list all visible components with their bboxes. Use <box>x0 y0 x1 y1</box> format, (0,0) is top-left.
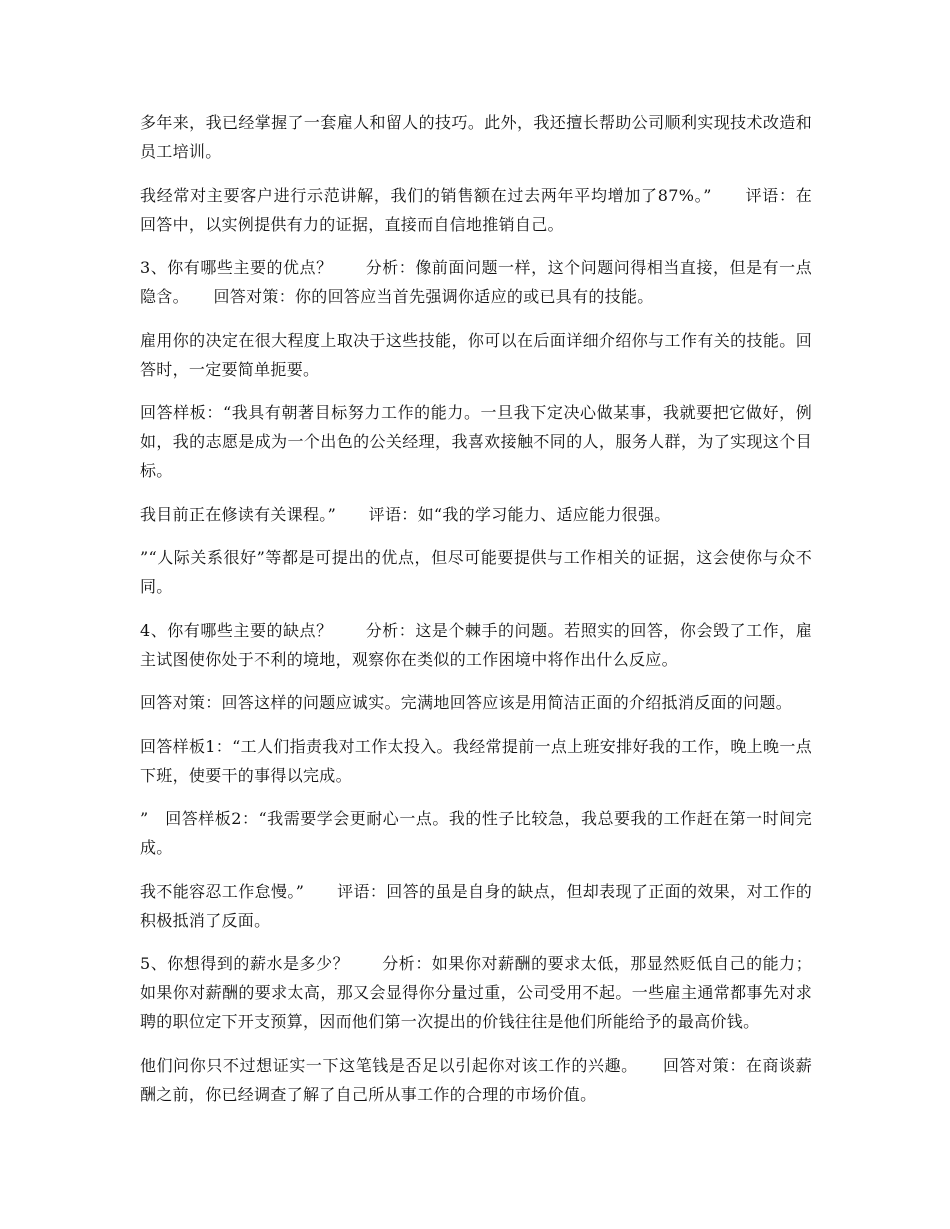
paragraph: 我不能容忍工作怠慢。” 评语：回答的虽是自身的缺点，但却表现了正面的效果，对工作的积极抵消了反面。 <box>140 881 812 930</box>
paragraph: 回答样板1：“工人们指责我对工作太投入。我经常提前一点上班安排好我的工作，晚上晚一点下班，使要干的事得以完成。 <box>140 736 812 785</box>
paragraph: 多年来，我已经掌握了一套雇人和留人的技巧。此外，我还擅长帮助公司顺利实现技术改造和员工培训。 <box>140 113 812 161</box>
paragraph: 4、你有哪些主要的缺点？ 分析：这是个棘手的问题。若照实的回答，你会毁了工作，雇主试图使你处于不利的境地，观察你在类似的工作困境中将作出什么反应。 <box>140 620 812 669</box>
paragraph: ”“人际关系很好”等都是可提出的优点，但尽可能要提供与工作相关的证据，这会使你与众不同。 <box>140 548 812 596</box>
paragraph: 回答对策：回答这样的问题应诚实。完满地回答应该是用简洁正面的介绍抵消反面的问题。 <box>140 693 793 712</box>
paragraph: 我经常对主要客户进行示范讲解，我们的销售额在过去两年平均增加了87%。” 评语：在回答中，以实例提供有力的证据，直接而自信地推销自己。 <box>140 185 812 234</box>
paragraph: 他们问你只不过想证实一下这笔钱是否足以引起你对该工作的兴趣。 回答对策：在商谈薪酬之前，你已经调查了解了自己所从事工作的合理的市场价值。 <box>140 1055 812 1104</box>
paragraph: 我目前正在修读有关课程。” 评语：如“我的学习能力、适应能力很强。 <box>140 504 671 524</box>
paragraph: 3、你有哪些主要的优点？ 分析：像前面问题一样，这个问题问得相当直接，但是有一点隐含。 回答对策：你的回答应当首先强调你适应的或已具有的技能。 <box>140 258 812 306</box>
paragraph: 雇用你的决定在很大程度上取决于这些技能，你可以在后面详细介绍你与工作有关的技能。回答时，一定要简单扼要。 <box>140 330 812 379</box>
paragraph: 5、你想得到的薪水是多少？ 分析：如果你对薪酬的要求太低，那显然贬低自己的能力；如果你对薪酬的要求太高，那又会显得你分量过重，公司受用不起。一些雇主通常都事先对求聘的职位定下开支预算，因而他们第一次提出的价钱往往是他们所能给予的最高价钱。 <box>140 954 812 1031</box>
document-body <box>140 108 812 1123</box>
paragraph: ” 回答样板2：“我需要学会更耐心一点。我的性子比较急，我总要我的工作赶在第一时间完成。 <box>140 809 812 857</box>
paragraph: 回答样板：“我具有朝著目标努力工作的能力。一旦我下定决心做某事，我就要把它做好，例如，我的志愿是成为一个出色的公关经理，我喜欢接触不同的人，服务人群，为了实现这个目标。 <box>140 403 812 480</box>
